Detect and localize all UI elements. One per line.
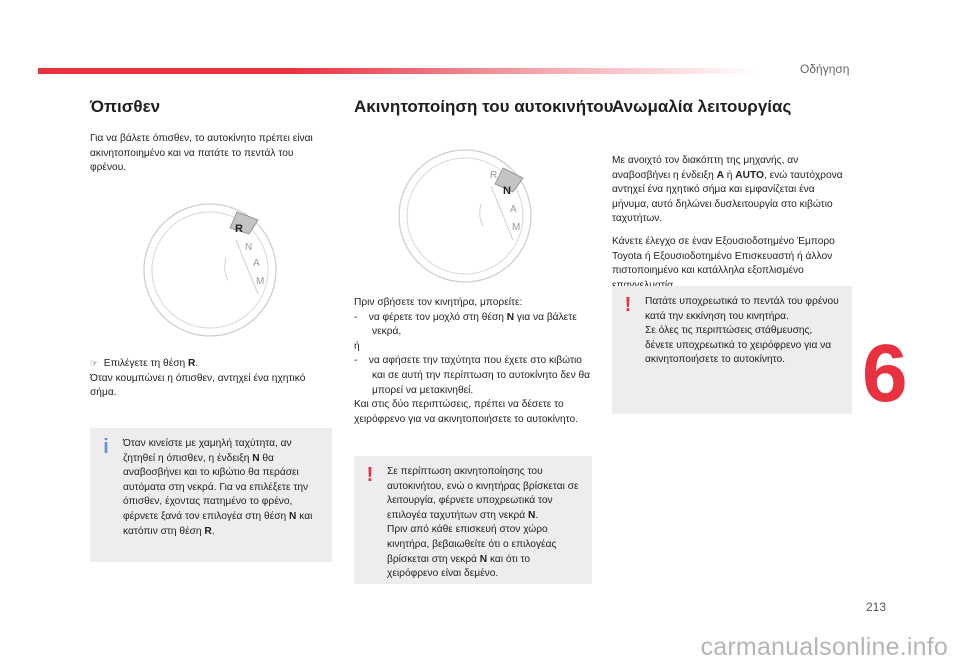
reverse-after-step: Όταν κουμπώνει η όπισθεν, αντηχεί ένα ηχητικό σήμα. (90, 372, 306, 399)
malfunction-paragraph-2: Κάνετε έλεγχο σε έναν Εξουσιοδοτημένο Έμπορο Toyota ή Εξουσιοδοτημένο Επισκευαστή ή άλλον πιστοποιημένο και κατάλληλα εξοπλισμένο (612, 235, 835, 277)
dial-label-r: R (235, 223, 243, 235)
immobilise-option-1: - να φέρετε τον μοχλό στη θέση N για να βάλετε νεκρά, (354, 311, 577, 338)
dial-label-m: M (256, 276, 265, 287)
immobilise-or: ή (354, 340, 360, 352)
section-label: Οδήγηση (800, 62, 850, 76)
malfunction-section (612, 96, 852, 293)
chapter-number: 6 (862, 328, 908, 419)
reverse-section (90, 96, 332, 176)
immobilise-warning-box: ! Σε περίπτωση ακινητοποίησης του αυτοκινήτου, ενώ ο κινητήρας βρίσκεται σε λειτουργία, φέρνετε υποχρεωτικά τον επιλογέα ταχυτήτων στη νεκρά N. Πριν από κάθε επισκευή στον χώρο κινητήρα, βεβαιωθείτε ότι ο επιλογέας βρίσκεται στη νεκρά N και ότι το χειρόφρενο είναι δεμένο. (354, 456, 592, 584)
header-accent-bar (38, 68, 758, 74)
reverse-title: Όπισθεν (90, 97, 161, 116)
dial-label-a: A (510, 204, 517, 215)
watermark-text: carmanualsonline.info (700, 633, 948, 661)
immobilise-option-2: - να αφήσετε την ταχύτητα που έχετε στο κιβώτιο και σε αυτή την περίπτωση το αυτοκίνητο δεν θα μπορεί να μετακινηθεί. (354, 355, 591, 396)
bullet-icon: ☞ (90, 358, 99, 368)
warning-icon: ! (624, 294, 632, 316)
dial-label-r: R (490, 170, 498, 181)
immobilise-intro: Πριν σβήσετε τον κινητήρα, μπορείτε: (354, 297, 523, 308)
gear-selector-dial-reverse (140, 200, 280, 340)
immobilise-title: Ακινητοποίηση του αυτοκινήτου (354, 97, 614, 116)
immobilise-conclusion: Και στις δύο περιπτώσεις, πρέπει να δέσετε το χειρόφρενο για να ακινητοποιήσετε το αυτοκίνητο. (354, 399, 579, 425)
malfunction-warning-box: ! Πατάτε υποχρεωτικά το πεντάλ του φρένου κατά την εκκίνηση του κινητήρα. Σε όλες τις περιπτώσεις στάθμευσης, δένετε υποχρεωτικά το χειρόφρενο για να ακινητοποιήσετε το αυτοκίνητο. (612, 286, 852, 414)
dial-label-m: M (512, 222, 521, 233)
warning-icon: ! (366, 464, 374, 486)
reverse-info-box: i Όταν κινείστε με χαμηλή ταχύτητα, αν ζητηθεί η όπισθεν, η ένδειξη N θα αναβοσβήνει και το κιβώτιο θα περάσει αυτόματα στη νεκρά. Για να επιλέξετε την όπισθεν, έχοντας πατημένο το φρένο, φέρνετε ξανά τον επιλογέα στη θέση N και κατόπιν στη θέση R. (90, 428, 332, 562)
page-number: 213 (866, 600, 887, 614)
dial-label-n: N (245, 242, 253, 253)
malfunction-title: Ανωμαλία λειτουργίας (612, 97, 792, 116)
reverse-intro: Για να βάλετε όπισθεν, το αυτοκίνητο πρέπει είναι ακινητοποιημένο και να πατάτε το πεντάλ του φρένου. (90, 133, 313, 174)
dial-label-n: N (503, 185, 511, 197)
malfunction-paragraph-1: Με ανοιχτό τον διακόπτη της μηχανής, αν αναβοσβήνει η ένδειξη A ή AUTO, ενώ ταυτόχρονα αντηχεί ένα ηχητικό σήμα και εμφανίζεται ένα μήνυμα, αυτό δηλώνει δυσλειτουργία στο κιβώτιο ταχυτήτων. (612, 155, 843, 225)
dial-label-a: A (253, 258, 260, 269)
reverse-step: ☞ Επιλέγετε τη θέση R. Όταν κουμπώνει η όπισθεν, αντηχεί ένα ηχητικό σήμα. (90, 356, 332, 401)
info-icon: i (103, 436, 109, 458)
gear-selector-dial-neutral (395, 146, 535, 286)
